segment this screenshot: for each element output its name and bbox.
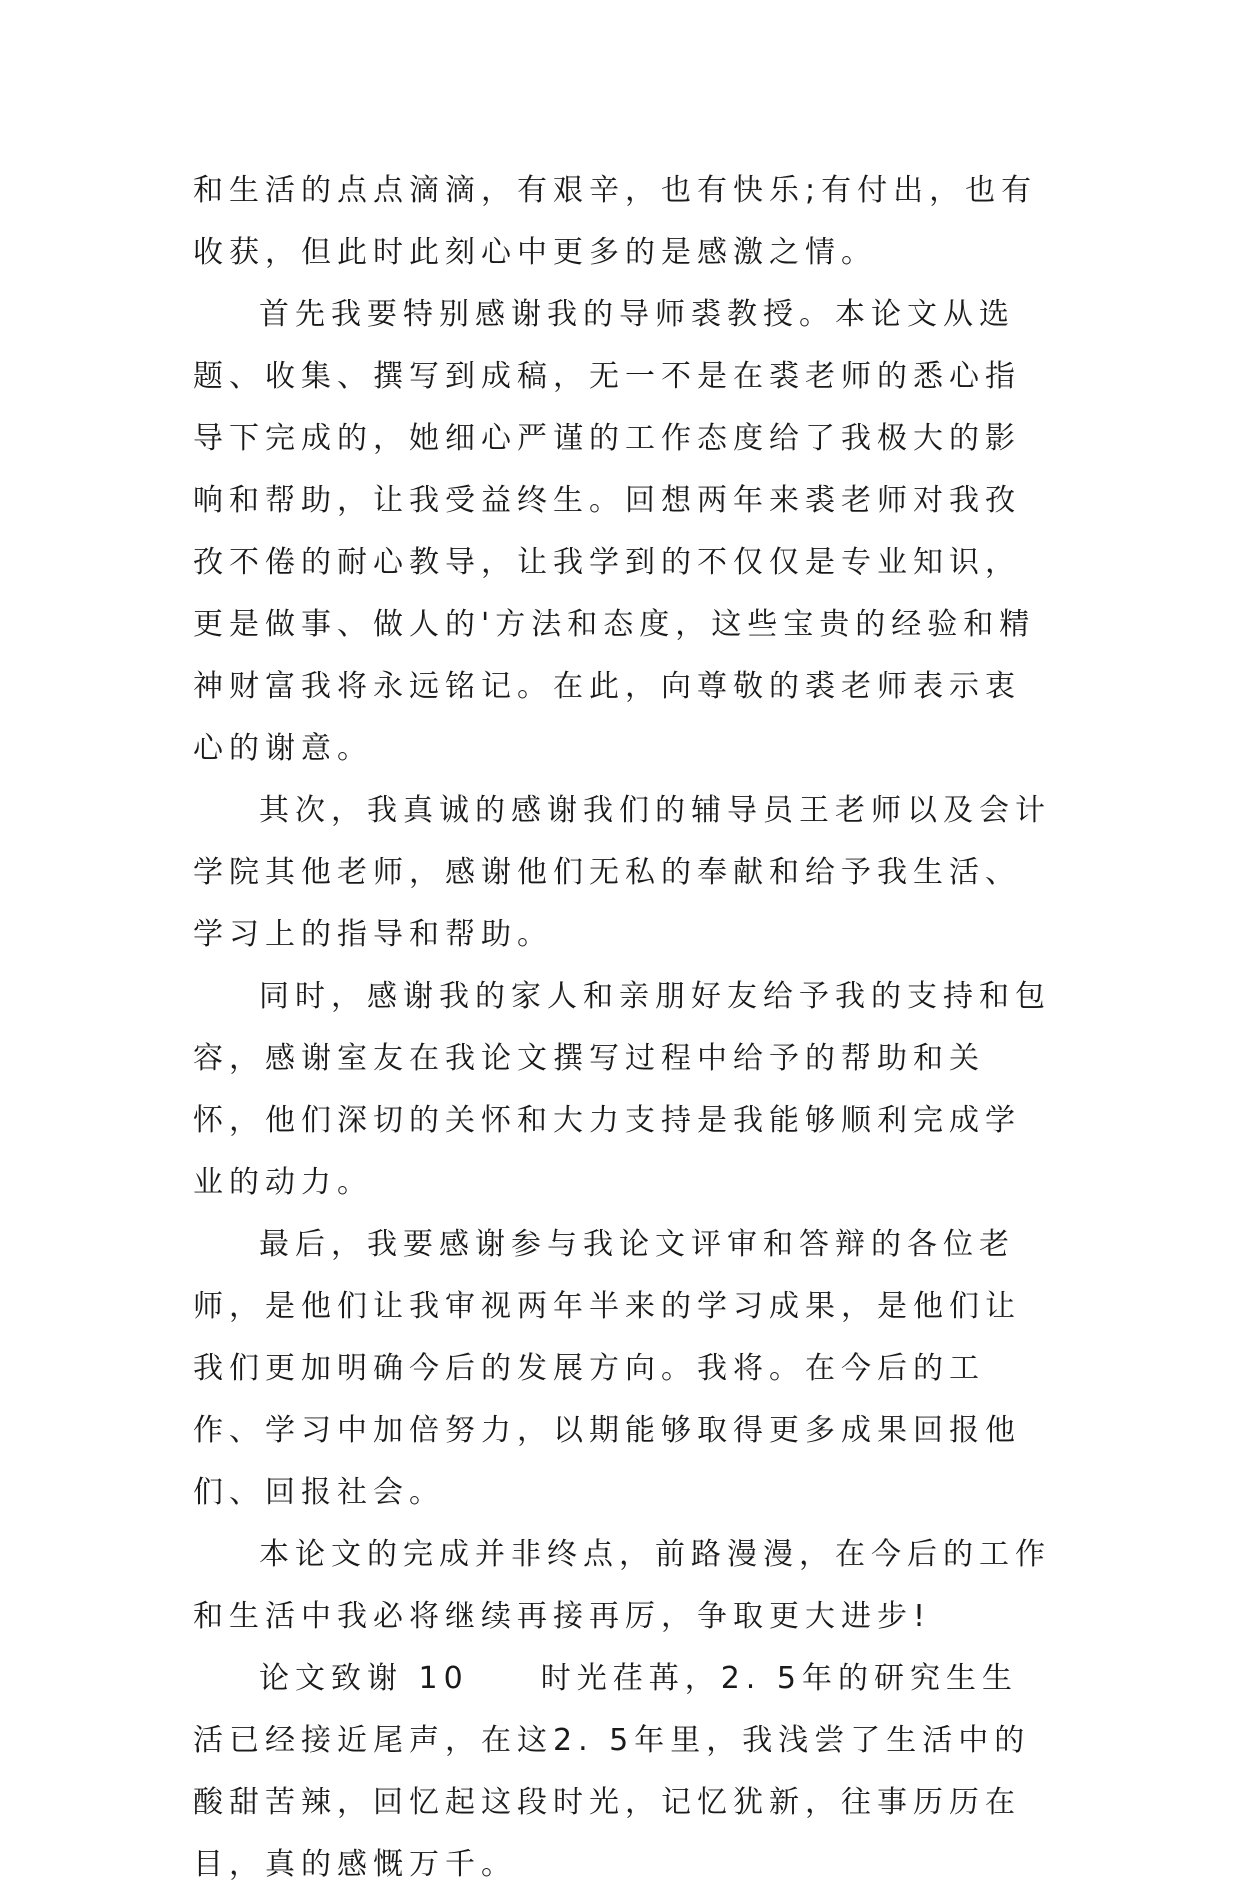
paragraph-2: 首先我要特别感谢我的导师裘教授。本论文从选题、收集、撰写到成稿，无一不是在裘老师的悉心指导下完成的，她细心严谨的工作态度给了我极大的影响和帮助，让我受益终生。回想两年来裘老师对我孜孜不倦的耐心教导，让我学到的不仅仅是专业知识，更是做事、做人的'方法和态度，这些宝贵的经验和精神财富我将永远铭记。在此，向尊敬的裘老师表示衷心的谢意。	[193, 297, 1036, 766]
paragraph-6: 本论文的完成并非终点，前路漫漫，在今后的工作和生活中我必将继续再接再厉，争取更大进步!	[193, 1537, 1051, 1634]
paragraph-5: 最后，我要感谢参与我论文评审和答辩的各位老师，是他们让我审视两年半来的学习成果，是他们让我们更加明确今后的发展方向。我将。在今后的工作、学习中加倍努力，以期能够取得更多成果回报他们、回报社会。	[193, 1227, 1021, 1510]
paragraph-7: 论文致谢 10 时光荏苒，2. 5年的研究生生活已经接近尾声，在这2. 5年里，我浅尝了生活中的酸甜苦辣，回忆起这段时光，记忆犹新，往事历历在目，真的感慨万千。	[193, 1661, 1031, 1882]
body-text	[193, 160, 1053, 1896]
paragraph-3: 其次，我真诚的感谢我们的辅导员王老师以及会计学院其他老师，感谢他们无私的奉献和给予我生活、学习上的指导和帮助。	[193, 793, 1051, 952]
paragraph-4: 同时，感谢我的家人和亲朋好友给予我的支持和包容，感谢室友在我论文撰写过程中给予的帮助和关怀，他们深切的关怀和大力支持是我能够顺利完成学业的动力。	[193, 979, 1051, 1200]
paragraph-1: 和生活的点点滴滴，有艰辛，也有快乐;有付出，也有收获，但此时此刻心中更多的是感激之情。	[193, 173, 1038, 270]
